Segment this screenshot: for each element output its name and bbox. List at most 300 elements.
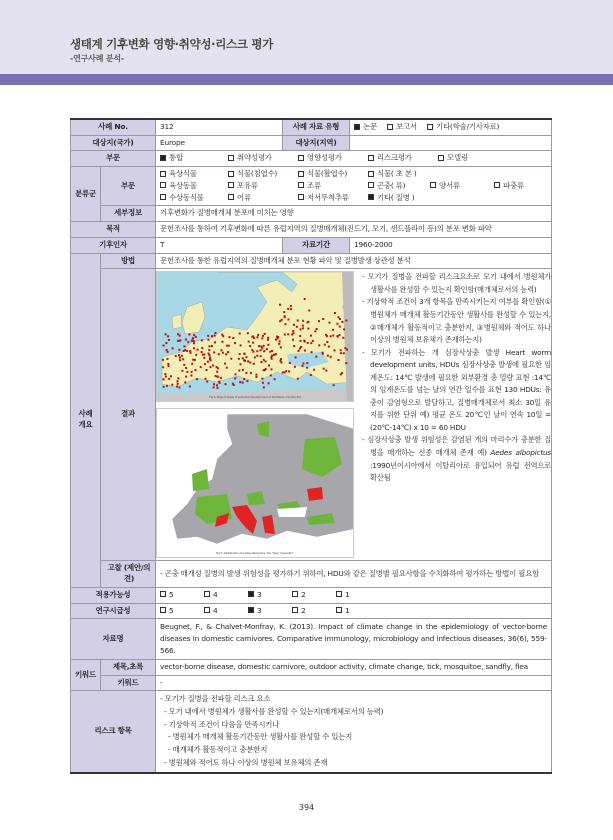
checkbox-icon bbox=[430, 182, 436, 188]
occurrence-dot bbox=[167, 336, 169, 338]
occurrence-dot bbox=[234, 374, 236, 376]
checkbox-classification[interactable]: 수상동식물 bbox=[160, 193, 228, 204]
occurrence-dot bbox=[204, 363, 206, 365]
label-classification-sector: 부문 bbox=[101, 167, 156, 206]
occurrence-dot bbox=[280, 347, 282, 349]
occurrence-dot bbox=[227, 351, 229, 353]
row-keywords bbox=[71, 675, 552, 691]
risk-line: - 병원체와 적어도 하나 이상의 병원체 보유체의 존재 bbox=[164, 757, 328, 767]
occurrence-dot bbox=[175, 355, 177, 357]
occurrence-dot bbox=[221, 334, 223, 336]
occurrence-dot bbox=[307, 328, 309, 330]
occurrence-dot bbox=[168, 365, 170, 367]
label-purpose: 목적 bbox=[71, 222, 156, 238]
occurrence-dot bbox=[275, 353, 277, 355]
map1-caption: Fig 5. Map of areas of potential development of Dirofilaria immitis [35] bbox=[209, 395, 301, 399]
value-detail: 기후변화가 질병매개체 분포에 미치는 영향 bbox=[156, 206, 552, 222]
occurrence-dot bbox=[318, 345, 320, 347]
label-climate-factor: 기후인자 bbox=[71, 237, 156, 253]
occurrence-dot bbox=[167, 358, 169, 360]
occurrence-dot bbox=[322, 318, 324, 320]
applicability-option[interactable]: 1 bbox=[336, 590, 380, 601]
occurrence-dot bbox=[307, 321, 309, 323]
occurrence-dot bbox=[181, 355, 183, 357]
checkbox-classification[interactable]: 육상동물 bbox=[160, 181, 228, 192]
occurrence-dot bbox=[213, 387, 215, 389]
occurrence-dot bbox=[334, 350, 336, 352]
document-title: 생태계 기후변화 영향·취약성·리스크 평가 bbox=[70, 37, 273, 51]
sector-options bbox=[156, 151, 552, 167]
occurrence-dot bbox=[164, 373, 166, 375]
occurrence-dot bbox=[304, 298, 306, 300]
occurrence-dot bbox=[261, 378, 263, 380]
occurrence-dot bbox=[212, 365, 214, 367]
occurrence-dot bbox=[203, 354, 205, 356]
occurrence-dot bbox=[306, 367, 308, 369]
occurrence-dot bbox=[249, 345, 251, 347]
occurrence-dot bbox=[245, 372, 247, 374]
occurrence-dot bbox=[339, 326, 341, 328]
checkbox-icon bbox=[160, 182, 166, 188]
occurrence-dot bbox=[187, 341, 189, 343]
occurrence-dot bbox=[311, 352, 313, 354]
checkbox-classification[interactable]: 조류 bbox=[298, 181, 368, 192]
label-case-no: 사례 No. bbox=[71, 119, 156, 135]
occurrence-dot bbox=[290, 308, 292, 310]
occurrence-dot bbox=[171, 384, 173, 386]
occurrence-dot bbox=[220, 377, 222, 379]
occurrence-dot bbox=[221, 341, 223, 343]
occurrence-dot bbox=[315, 356, 317, 358]
occurrence-dot bbox=[256, 337, 258, 339]
label-overview: 사례 개요 bbox=[71, 253, 101, 587]
occurrence-dot bbox=[346, 349, 348, 351]
checkbox-icon bbox=[387, 124, 393, 130]
row-keywords-title bbox=[71, 659, 552, 675]
checkbox-risk[interactable]: 리스크평가 bbox=[368, 153, 438, 164]
occurrence-dot bbox=[302, 365, 304, 367]
checkbox-icon bbox=[228, 155, 234, 161]
occurrence-dot bbox=[254, 357, 256, 359]
checkbox-classification[interactable]: 육상식물 bbox=[160, 169, 228, 180]
occurrence-dot bbox=[167, 351, 169, 353]
occurrence-dot bbox=[167, 363, 169, 365]
occurrence-dot bbox=[240, 345, 242, 347]
risk-line: - 매개체가 활동적이고 충분한지 bbox=[168, 745, 268, 755]
occurrence-dot bbox=[220, 350, 222, 352]
checkbox-icon bbox=[248, 607, 254, 613]
label-discussion: 고찰 (제안/의견) bbox=[101, 561, 156, 587]
empty-cell bbox=[494, 193, 554, 204]
occurrence-dot bbox=[325, 370, 327, 372]
occurrence-dot bbox=[225, 354, 227, 356]
checkbox-modeling[interactable]: 모델링 bbox=[438, 153, 508, 164]
occurrence-dot bbox=[216, 371, 218, 373]
occurrence-dot bbox=[195, 354, 197, 356]
checkbox-classification[interactable]: 식물( 초 본 ) bbox=[368, 169, 430, 180]
occurrence-dot bbox=[263, 351, 265, 353]
checkbox-icon bbox=[160, 171, 166, 177]
checkbox-classification[interactable]: 어류 bbox=[228, 193, 298, 204]
checkbox-classification[interactable]: 곤충( 류) bbox=[368, 181, 430, 192]
occurrence-dot bbox=[328, 346, 330, 348]
occurrence-dot bbox=[297, 320, 299, 322]
result-bullet: - 심장사상충 발생 위험성은 감염된 개의 마리수가 충분한 질병을 매개하는 신종 매개체 존재 예) Aedes albopictus :1990년이시아에서 이탈리아로 유입되어 유럽 전역으로 확산됨 bbox=[362, 435, 552, 483]
occurrence-dot bbox=[326, 341, 328, 343]
occurrence-dot bbox=[162, 359, 164, 361]
label-title-abstract: 제목,초록 bbox=[101, 659, 156, 675]
occurrence-dot bbox=[338, 317, 340, 319]
checkbox-icon bbox=[160, 194, 166, 200]
occurrence-dot bbox=[274, 379, 276, 381]
occurrence-dot bbox=[292, 339, 294, 341]
occurrence-dot bbox=[178, 349, 180, 351]
checkbox-icon bbox=[298, 182, 304, 188]
row-discussion bbox=[71, 561, 552, 587]
occurrence-dot bbox=[211, 336, 213, 338]
occurrence-dot bbox=[300, 340, 302, 342]
checkbox-icon bbox=[438, 155, 444, 161]
value-climate-factor: T bbox=[156, 237, 283, 253]
occurrence-dot bbox=[345, 320, 347, 322]
checkbox-impact[interactable]: 영향성평가 bbox=[298, 153, 368, 164]
occurrence-dot bbox=[277, 336, 279, 338]
occurrence-dot bbox=[165, 376, 167, 378]
occurrence-dot bbox=[323, 368, 325, 370]
occurrence-dot bbox=[178, 355, 180, 357]
occurrence-dot bbox=[179, 357, 181, 359]
occurrence-dot bbox=[345, 362, 347, 364]
occurrence-dot bbox=[207, 335, 209, 337]
occurrence-dot bbox=[243, 360, 245, 362]
row-classification bbox=[71, 167, 552, 206]
occurrence-dot bbox=[181, 370, 183, 372]
occurrence-dot bbox=[168, 339, 170, 341]
occurrence-dot bbox=[246, 380, 248, 382]
occurrence-dot bbox=[207, 361, 209, 363]
result-cell bbox=[156, 269, 552, 561]
occurrence-dot bbox=[208, 353, 210, 355]
empty-cell bbox=[430, 169, 494, 180]
value-case-no: 312 bbox=[156, 119, 283, 135]
occurrence-dot bbox=[271, 358, 273, 360]
occurrence-dot bbox=[271, 369, 273, 371]
occurrence-dot bbox=[186, 371, 188, 373]
risk-line: - 모기가 질병을 전파할 리스크 요소 bbox=[160, 694, 271, 704]
occurrence-dot bbox=[329, 322, 331, 324]
occurrence-dot bbox=[228, 345, 230, 347]
occurrence-dot bbox=[252, 351, 254, 353]
occurrence-dot bbox=[310, 374, 312, 376]
occurrence-dot bbox=[191, 363, 193, 365]
urgency-option[interactable]: 3 bbox=[248, 606, 292, 617]
result-bullet: - 기상학적 조건이 3개 항목을 만족시키는지 여부를 확인함(①병원체가 매개체 활동기간동안 생활사를 완성할 수 있는지, ②매개체가 활동적이고 충분한지, ③병원체와 적어도 하나 이상의 병원체 보유체가 존재하는지) bbox=[362, 297, 552, 345]
urgency-option[interactable]: 4 bbox=[204, 606, 248, 617]
occurrence-dot bbox=[192, 359, 194, 361]
value-risk bbox=[156, 691, 552, 773]
checkbox-other[interactable]: 기타(학술/기사자료) bbox=[427, 122, 499, 133]
occurrence-dot bbox=[226, 367, 228, 369]
occurrence-dot bbox=[244, 353, 246, 355]
occurrence-dot bbox=[255, 374, 257, 376]
checkbox-report[interactable]: 보고서 bbox=[387, 122, 417, 133]
occurrence-dot bbox=[294, 366, 296, 368]
label-region: 대상지(지역) bbox=[283, 135, 350, 151]
value-discussion: - 곤충 매개성 질병의 발생 위험성을 평가하기 위하여, HDU와 같은 질병별 필요사항을 수치화하여 평가하는 방법이 필요함 bbox=[156, 561, 552, 587]
row-purpose bbox=[71, 222, 552, 238]
occurrence-dot bbox=[185, 367, 187, 369]
occurrence-dot bbox=[330, 356, 332, 358]
occurrence-dot bbox=[332, 329, 334, 331]
europe-map-regions bbox=[157, 409, 354, 558]
occurrence-dot bbox=[168, 378, 170, 380]
occurrence-dot bbox=[200, 366, 202, 368]
checkbox-integrated[interactable]: 통합 bbox=[160, 153, 228, 164]
label-source: 자료명 bbox=[71, 619, 156, 660]
occurrence-dot bbox=[263, 370, 265, 372]
classification-options bbox=[156, 167, 552, 206]
checkbox-classification[interactable]: 식물(활엽수) bbox=[298, 169, 368, 180]
checkbox-icon bbox=[228, 182, 234, 188]
label-material-type: 사례 자료 유형 bbox=[283, 119, 350, 135]
occurrence-dot bbox=[287, 334, 289, 336]
occurrence-dot bbox=[177, 378, 179, 380]
header-accent-bar bbox=[0, 74, 613, 85]
occurrence-dot bbox=[253, 363, 255, 365]
checkbox-paper[interactable]: 논문 bbox=[354, 122, 377, 133]
occurrence-dot bbox=[185, 376, 187, 378]
occurrence-dot bbox=[260, 350, 262, 352]
occurrence-dot bbox=[262, 335, 264, 337]
occurrence-dot bbox=[191, 340, 193, 342]
occurrence-dot bbox=[232, 383, 234, 385]
checkbox-classification[interactable]: 저서무척추류 bbox=[298, 193, 368, 204]
map2-caption: Fig 6. Distribution of Aedes albopictus, the "tiger mosquito". bbox=[216, 551, 294, 555]
occurrence-dot bbox=[261, 361, 263, 363]
occurrence-dot bbox=[189, 386, 191, 388]
urgency-option[interactable]: 5 bbox=[160, 606, 204, 617]
map-dirofilaria-distribution bbox=[156, 271, 354, 402]
applicability-option[interactable]: 2 bbox=[292, 590, 336, 601]
occurrence-dot bbox=[297, 378, 299, 380]
label-classification: 분류군 bbox=[71, 167, 101, 222]
value-period: 1960-2000 bbox=[350, 237, 552, 253]
occurrence-dot bbox=[258, 345, 260, 347]
occurrence-dot bbox=[284, 372, 286, 374]
checkbox-icon bbox=[160, 591, 166, 597]
map-aedes-albopictus-distribution bbox=[156, 408, 354, 558]
occurrence-dot bbox=[201, 351, 203, 353]
occurrence-dot bbox=[206, 381, 208, 383]
checkbox-classification[interactable]: 식물(침엽수) bbox=[228, 169, 298, 180]
occurrence-dot bbox=[207, 339, 209, 341]
occurrence-dot bbox=[195, 336, 197, 338]
page-header bbox=[0, 0, 613, 74]
checkbox-classification[interactable]: 기타( 질병 ) bbox=[368, 193, 430, 204]
applicability-option[interactable]: 3 bbox=[248, 590, 292, 601]
applicability-option[interactable]: 4 bbox=[204, 590, 248, 601]
occurrence-dot bbox=[340, 350, 342, 352]
occurrence-dot bbox=[217, 387, 219, 389]
checkbox-icon bbox=[427, 124, 433, 130]
checkbox-icon bbox=[494, 182, 500, 188]
occurrence-dot bbox=[330, 336, 332, 338]
checkbox-icon bbox=[228, 194, 234, 200]
row-urgency bbox=[71, 603, 552, 619]
occurrence-dot bbox=[208, 349, 210, 351]
label-keywords: 키워드 bbox=[71, 659, 101, 690]
occurrence-dot bbox=[293, 345, 295, 347]
occurrence-dot bbox=[239, 333, 241, 335]
occurrence-dot bbox=[179, 340, 181, 342]
checkbox-classification[interactable]: 포유류 bbox=[228, 181, 298, 192]
occurrence-dot bbox=[186, 350, 188, 352]
empty-cell bbox=[494, 169, 554, 180]
empty-cell bbox=[430, 193, 494, 204]
checkbox-icon bbox=[368, 155, 374, 161]
occurrence-dot bbox=[166, 349, 168, 351]
occurrence-dot bbox=[280, 360, 282, 362]
occurrence-dot bbox=[295, 357, 297, 359]
occurrence-dot bbox=[262, 382, 264, 384]
occurrence-dot bbox=[298, 350, 300, 352]
occurrence-dot bbox=[185, 339, 187, 341]
occurrence-dot bbox=[293, 333, 295, 335]
urgency-option[interactable]: 2 bbox=[292, 606, 336, 617]
occurrence-dot bbox=[257, 334, 259, 336]
occurrence-dot bbox=[170, 376, 172, 378]
occurrence-dot bbox=[341, 321, 343, 323]
occurrence-dot bbox=[165, 342, 167, 344]
occurrence-dot bbox=[226, 345, 228, 347]
occurrence-dot bbox=[324, 344, 326, 346]
occurrence-dot bbox=[322, 352, 324, 354]
checkbox-classification[interactable]: 파충류 bbox=[494, 181, 554, 192]
row-country bbox=[71, 135, 552, 151]
occurrence-dot bbox=[302, 328, 304, 330]
occurrence-dot bbox=[243, 378, 245, 380]
occurrence-dot bbox=[306, 362, 308, 364]
occurrence-dot bbox=[260, 346, 262, 348]
occurrence-dot bbox=[289, 362, 291, 364]
occurrence-dot bbox=[275, 339, 277, 341]
occurrence-dot bbox=[287, 308, 289, 310]
occurrence-dot bbox=[213, 352, 215, 354]
occurrence-dot bbox=[205, 378, 207, 380]
occurrence-dot bbox=[183, 346, 185, 348]
occurrence-dot bbox=[183, 364, 185, 366]
label-period: 자료기간 bbox=[283, 237, 350, 253]
occurrence-dot bbox=[269, 351, 271, 353]
occurrence-dot bbox=[251, 336, 253, 338]
value-country: Europe bbox=[156, 135, 283, 151]
occurrence-dot bbox=[247, 361, 249, 363]
occurrence-dot bbox=[188, 334, 190, 336]
occurrence-dot bbox=[296, 326, 298, 328]
occurrence-dot bbox=[213, 384, 215, 386]
occurrence-dot bbox=[216, 366, 218, 368]
urgency-option[interactable]: 1 bbox=[336, 606, 380, 617]
occurrence-dot bbox=[267, 339, 269, 341]
occurrence-dot bbox=[193, 343, 195, 345]
result-bullets bbox=[358, 269, 551, 560]
label-risk: 리스크 항목 bbox=[71, 691, 156, 773]
occurrence-dot bbox=[290, 305, 292, 307]
document-subtitle: -연구사례 분석- bbox=[70, 54, 124, 63]
risk-line: - 병원체가 매개체 활동기간동안 생활사를 완성할 수 있는지 bbox=[168, 732, 353, 742]
occurrence-dot bbox=[239, 382, 241, 384]
occurrence-dot bbox=[341, 372, 343, 374]
label-detail: 세부정보 bbox=[101, 206, 156, 222]
label-kw: 키워드 bbox=[101, 675, 156, 691]
occurrence-dot bbox=[192, 338, 194, 340]
occurrence-dot bbox=[234, 342, 236, 344]
checkbox-icon bbox=[292, 607, 298, 613]
occurrence-dot bbox=[193, 348, 195, 350]
occurrence-dot bbox=[218, 354, 220, 356]
occurrence-dot bbox=[342, 337, 344, 339]
occurrence-dot bbox=[273, 354, 275, 356]
occurrence-dot bbox=[337, 323, 339, 325]
occurrence-dot bbox=[184, 382, 186, 384]
occurrence-dot bbox=[268, 365, 270, 367]
page-number: 394 bbox=[298, 803, 315, 812]
occurrence-dot bbox=[177, 381, 179, 383]
label-applicability: 적용가능성 bbox=[71, 587, 156, 603]
occurrence-dot bbox=[201, 347, 203, 349]
occurrence-dot bbox=[215, 375, 217, 377]
occurrence-dot bbox=[263, 387, 265, 389]
row-applicability bbox=[71, 587, 552, 603]
occurrence-dot bbox=[281, 319, 283, 321]
occurrence-dot bbox=[239, 353, 241, 355]
checkbox-classification[interactable]: 양서류 bbox=[430, 181, 494, 192]
occurrence-dot bbox=[211, 345, 213, 347]
occurrence-dot bbox=[326, 335, 328, 337]
occurrence-dot bbox=[196, 379, 198, 381]
result-figures bbox=[156, 269, 358, 560]
occurrence-dot bbox=[313, 369, 315, 371]
occurrence-dot bbox=[293, 324, 295, 326]
occurrence-dot bbox=[247, 333, 249, 335]
occurrence-dot bbox=[318, 321, 320, 323]
checkbox-vulnerability[interactable]: 취약성평가 bbox=[228, 153, 298, 164]
occurrence-dot bbox=[179, 387, 181, 389]
applicability-option[interactable]: 5 bbox=[160, 590, 204, 601]
occurrence-dot bbox=[304, 350, 306, 352]
occurrence-dot bbox=[162, 367, 164, 369]
occurrence-dot bbox=[302, 320, 304, 322]
occurrence-dot bbox=[242, 369, 244, 371]
occurrence-dot bbox=[190, 352, 192, 354]
occurrence-dot bbox=[310, 342, 312, 344]
occurrence-dot bbox=[206, 369, 208, 371]
checkbox-icon bbox=[292, 591, 298, 597]
value-source: Beugnet, F., & Chalvet-Monfray, K. (2013). Impact of climate change in the epidemiology of vector-borne diseases in domestic carnivores. Comparative immunology, microbiology and infectious diseases, 36(6), 559-566. bbox=[156, 619, 552, 660]
occurrence-dot bbox=[209, 357, 211, 359]
occurrence-dot bbox=[302, 325, 304, 327]
label-country: 대상지(국가) bbox=[71, 135, 156, 151]
occurrence-dot bbox=[300, 329, 302, 331]
occurrence-dot bbox=[195, 369, 197, 371]
occurrence-dot bbox=[310, 335, 312, 337]
occurrence-dot bbox=[203, 357, 205, 359]
occurrence-dot bbox=[177, 334, 179, 336]
occurrence-dot bbox=[332, 335, 334, 337]
occurrence-dot bbox=[343, 329, 345, 331]
occurrence-dot bbox=[267, 344, 269, 346]
occurrence-dot bbox=[285, 324, 287, 326]
